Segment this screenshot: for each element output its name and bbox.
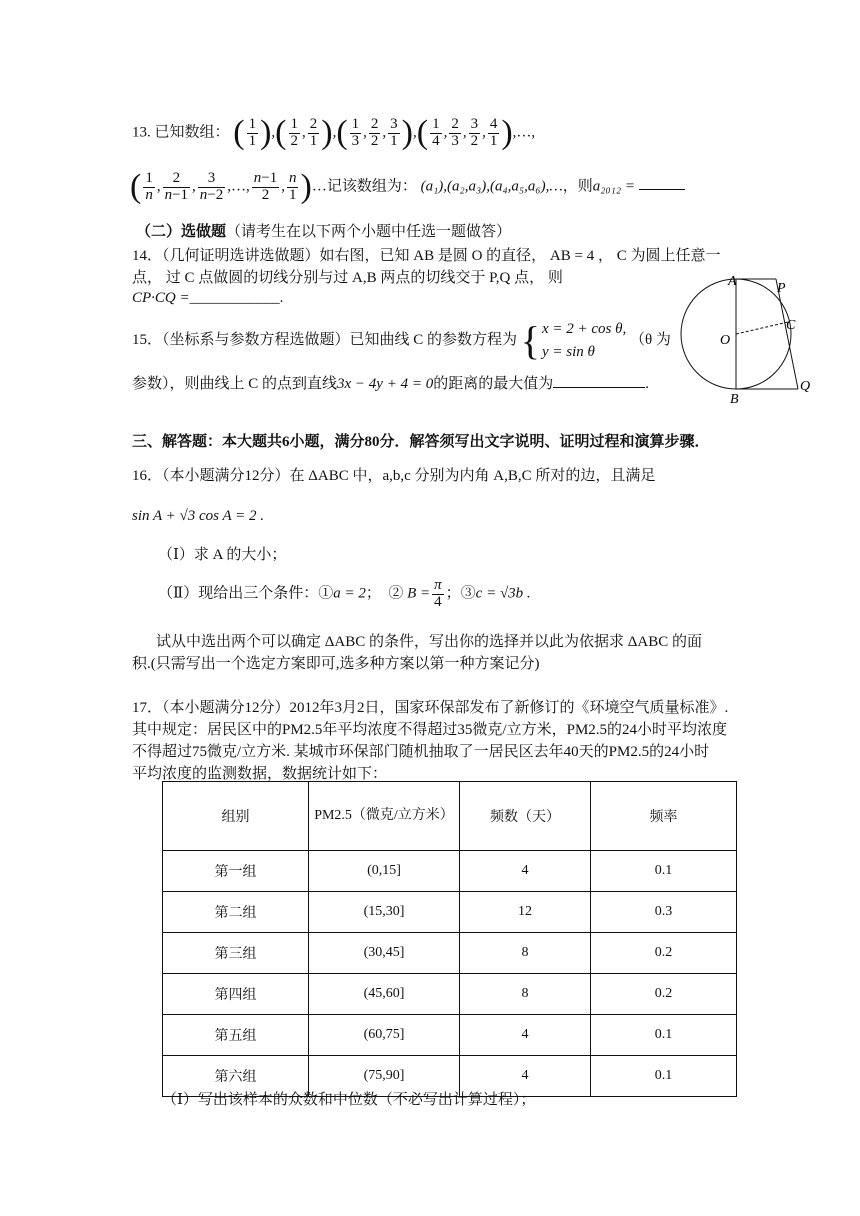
cell-count: 8: [460, 974, 591, 1015]
cell-count: 12: [460, 892, 591, 933]
geometry-figure: [676, 272, 826, 408]
cell-group: 第五组: [163, 1015, 309, 1056]
q16-line1: 16．（本小题满分12分）在 ΔABC 中，a,b,c 分别为内角 A,B,C 所对的边，且满足: [132, 468, 656, 484]
q16-cond2: B =: [407, 585, 431, 602]
q17-part1: （Ⅰ）写出该样本的众数和中位数（不必写出计算过程）；: [162, 1092, 536, 1108]
table-row: [163, 933, 737, 974]
q14-line3: CP·CQ =____________.: [132, 290, 284, 306]
q17-line4: 平均浓度的监测数据，数据统计如下：: [132, 766, 388, 782]
table-header-row: [163, 782, 737, 851]
cell-rate: 0.2: [591, 974, 737, 1015]
label-q: Q: [800, 379, 811, 394]
q15-line2: 参数），则曲线上 C 的点到直线3x − 4y + 4 = 0的距离的最大值为 .: [132, 376, 649, 392]
header-group: 组别: [163, 782, 309, 851]
q13-target: a₂₀₁₂ =: [592, 178, 635, 195]
q16-para1: 试从中选出两个可以确定 ΔABC 的条件，写出你的选择并以此为依据求 ΔABC 的面: [156, 634, 702, 650]
cell-rate: 0.1: [591, 1015, 737, 1056]
q14-blank: ____________: [189, 290, 280, 306]
cell-group: 第一组: [163, 851, 309, 892]
section-b-heading: [136, 220, 511, 241]
q15-line2-prefix: 参数），则曲线上 C 的点到直线: [132, 376, 338, 392]
label-a: A: [728, 274, 737, 289]
q14-line1: 14．（几何证明选讲选做题）如右图，已知 AB 是圆 O 的直径， AB = 4 ， C 为圆上任意一: [132, 248, 721, 264]
q13-line1: 13. 已知数组： ( $\frac{1}{1}$ ),( $\frac{1}{2}$ , $\frac{2}{1}$ ),( $\frac{1}{3}$ , $\frac{2}{2}$ , $\frac{3}{1}$ ),( $\frac{1}{4}$ , $\frac{2}{3}$ , $\frac{3}{2}$ , $\frac{4}{1}$ ),…,: [132, 114, 536, 151]
cell-group: 第二组: [163, 892, 309, 933]
q17-line2: 其中规定：居民区中的PM2.5年平均浓度不得超过35微克/立方米，PM2.5的24小时平均浓度: [132, 722, 728, 738]
cell-rate: 0.3: [591, 892, 737, 933]
label-b: B: [730, 392, 739, 407]
radius-oc: [736, 322, 788, 334]
q15-answer-blank: [553, 386, 645, 388]
cell-group: 第六组: [163, 1056, 309, 1097]
q15-line-eq: 3x − 4y + 4 = 0: [337, 376, 434, 392]
q14-cp-cq: CP·CQ =: [132, 290, 190, 306]
q13-mid-text: …记该数组为：: [311, 178, 417, 195]
q17-line1: 17．（本小题满分12分）2012年3月2日，国家环保部发布了新修订的《环境空气质量标准》.: [132, 700, 729, 716]
cell-group: 第三组: [163, 933, 309, 974]
q15-line1: 15．（坐标系与参数方程选做题）已知曲线 C 的参数方程为 { x = 2 + cos θ, y = sin θ （θ 为: [132, 317, 671, 363]
cell-range: (0,15]: [309, 851, 460, 892]
q16-part1: （Ⅰ）求 A 的大小；: [158, 547, 287, 563]
q15-prefix: 15．（坐标系与参数方程选做题）已知曲线 C 的参数方程为: [132, 331, 518, 348]
q17-line3: 不得超过75微克/立方米. 某城市环保部门随机抽取了一居民区去年40天的PM2.5的24小时: [132, 744, 710, 760]
section-b-note: （请考生在以下两个小题中任选一题做答）: [226, 224, 512, 240]
q15-eq2: y = sin θ: [541, 343, 595, 360]
q13-line2: ( $\frac{1}{n}$ , $\frac{2}{n-1}$ , $\frac{3}{n-2}$ ,…, $\frac{n-1}{2}$ , $\frac{n}{1}$ )…记该数组为： (a₁),(a₂,a₃),(a₄,a₅,a₆),…，则a₂₀₁₂ =: [130, 170, 685, 204]
cell-count: 4: [460, 1056, 591, 1097]
header-pm25: PM2.5（微克/立方米）: [309, 782, 460, 851]
q16-equation: sin A + √3 cos A = 2 .: [132, 508, 264, 524]
q16-cond1: a = 2: [333, 585, 366, 602]
table-row: [163, 974, 737, 1015]
cell-count: 4: [460, 851, 591, 892]
header-frequency: 频数（天）: [460, 782, 591, 851]
cell-range: (30,45]: [309, 933, 460, 974]
section-b-title: （二）选做题: [136, 224, 227, 240]
q14-line2: 点， 过 C 点做圆的切线分别与过 A,B 两点的切线交于 P,Q 点， 则: [132, 270, 563, 286]
q16-para2: 积.(只需写出一个选定方案即可,选多种方案以第一种方案记分): [132, 656, 540, 672]
label-o: O: [720, 333, 731, 348]
cell-range: (60,75]: [309, 1015, 460, 1056]
q13-then: ，则: [562, 178, 593, 195]
cell-rate: 0.1: [591, 851, 737, 892]
header-rate: 频率: [591, 782, 737, 851]
q13-grouping: (a₁),(a₂,a₃),(a₄,a₅,a₆),…: [420, 178, 563, 195]
section3-title: 三、解答题：本大题共6小题，满分80分．解答须写出文字说明、证明过程和演算步骤．: [132, 434, 710, 450]
cell-rate: 0.1: [591, 1056, 737, 1097]
q13-answer-blank: [639, 188, 685, 190]
label-p: P: [777, 281, 786, 296]
q13-label: 13. 已知数组：: [132, 124, 230, 141]
cell-range: (75,90]: [309, 1056, 460, 1097]
cell-count: 8: [460, 933, 591, 974]
q15-suffix: （θ 为: [629, 331, 671, 348]
q16-part2: （Ⅱ）现给出三个条件：①a = 2； ② B = $\frac{\pi}{4}$ ；③c = √3b .: [158, 577, 531, 610]
q15-line2-suffix: 的距离的最大值为: [433, 376, 554, 392]
cell-rate: 0.2: [591, 933, 737, 974]
cell-count: 4: [460, 1015, 591, 1056]
table-row: [163, 892, 737, 933]
table-row: [163, 1015, 737, 1056]
cell-group: 第四组: [163, 974, 309, 1015]
label-c: C: [786, 318, 796, 333]
q16-cond3: c = √3b .: [475, 585, 531, 602]
table-row: [163, 851, 737, 892]
q15-eq1: x = 2 + cos θ,: [541, 321, 627, 337]
pm25-table: [162, 781, 737, 1097]
cell-range: (15,30]: [309, 892, 460, 933]
cell-range: (45,60]: [309, 974, 460, 1015]
tuple-1-frac: $\frac{1}{1}$: [248, 115, 257, 149]
